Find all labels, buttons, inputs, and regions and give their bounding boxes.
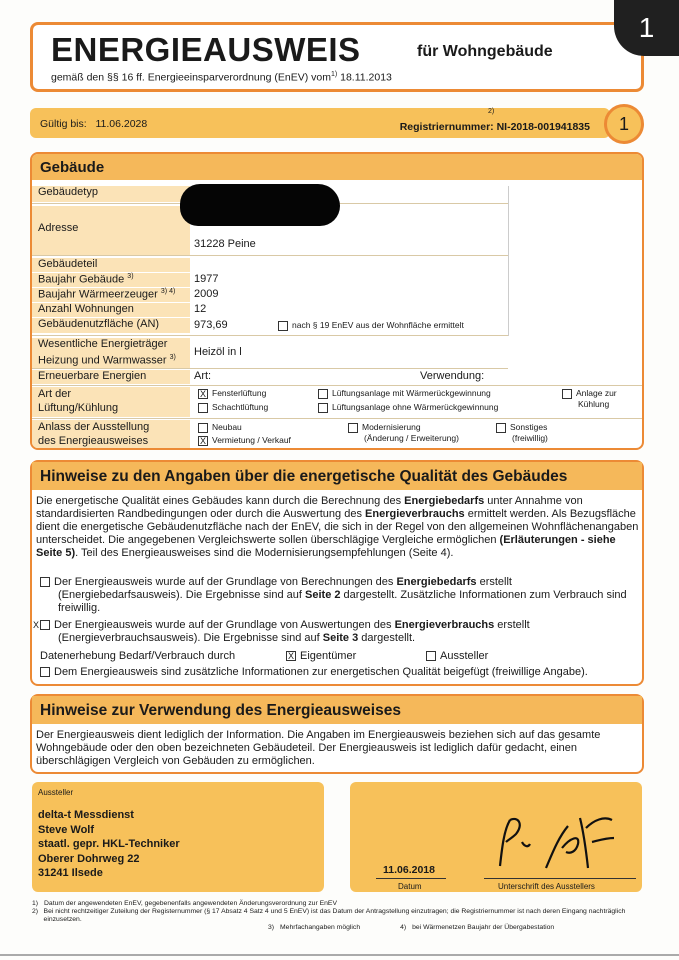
footnote-3: Mehrfachangaben möglich [280,924,361,931]
building-section [30,152,644,450]
collect-owner: X Eigentümer [287,650,357,662]
valid-until: Gültig bis: 11.06.2028 [40,118,148,130]
option-consumption-based: X Der Energieausweis wurde auf der Grundlage von Auswertungen des Energieverbrauchs erstellt (Energieverbrauchsausweis). Die Ergebnisse sind auf Seite 3 dargestellt. [32,619,530,644]
vent-with-recovery-checkbox[interactable] [318,389,328,399]
area-value: 973,69 [194,319,228,331]
address-city: 31228 Peine [194,238,256,250]
owner-checkbox[interactable]: X [287,651,294,662]
area-label: Gebäudenutzfläche (AN) [32,318,190,333]
vent-cooling-checkbox[interactable] [562,389,572,399]
building-type-label: Gebäudetyp [32,186,190,202]
building-section-title: Gebäude [32,154,642,180]
building-photo-area [508,186,644,336]
vent-cooling: Anlage zur Kühlung [562,388,617,409]
vent-shaft-checkbox[interactable] [198,403,208,413]
signature-line [484,878,636,879]
data-collection-row: Datenerhebung Bedarf/Verbrauch durch X Eigentümer Aussteller [40,650,489,662]
registration-footnote: 2) [488,108,495,115]
usage-notes-title: Hinweise zur Verwendung des Energieausweises [32,696,642,724]
divider [32,368,508,369]
consumption-checkbox[interactable]: X [40,620,50,630]
energy-carrier-label: Wesentliche Energieträger Heizung und Warmwasser $^{3)}$ [32,338,190,368]
redacted-address [180,184,340,226]
renewable-label: Erneuerbare Energien [32,370,190,384]
area-checkbox[interactable] [278,321,288,331]
reason-new-checkbox[interactable] [198,423,208,433]
usage-notes-text: Der Energieausweis dient lediglich der Information. Die Angaben im Energieausweis beziehen sich auf das gesamte Wohngebäude oder den oben bezeichneten Gebäudeteil. Der Energieausweis ist lediglich dafür gedacht, einen überschlägigen Vergleich von Gebäuden zu ermöglichen. [36,729,601,767]
quality-notes-intro: Die energetische Qualität eines Gebäudes kann durch die Berechnung des Energiebedarfs unter Annahme von standardisierten Randbedingungen oder durch die Auswertung des Energieverbrauchs ermittelt werden. Als Bezugsfläche dient die energetische Gebäudenutzfläche nach der EnEV, die sich in der Regel von den allgemeinen Wohnflächenangaben unterscheidet. Die angegebenen Vergleichswerte sollen überschlägige Vergleiche ermöglichen (Erläuterungen - siehe Seite 5). Teil des Energieausweises sind die Modernisierungsempfehlungen (Seite 4). [36,495,639,559]
quality-notes-title: Hinweise zu den Angaben über die energetische Qualität des Gebäudes [32,462,642,490]
heater-year-value: 2009 [194,288,219,300]
year-built-value: 1977 [194,273,219,285]
page-number-circle: 1 [604,104,644,144]
reason-new: Neubau [198,422,242,433]
footnotes: 1) Datum der angewendeten EnEV, gegebenenfalls angewendeten Änderungsverordnung zur EnEV 2) Bei nicht rechtzeitiger Zuteilung der Registernummer (§ 17 Absatz 4 Satz 4 und 5 EnEV) ist das Datum der Antragstellung einzutragen; die Registriernummer ist nach deren Eingang nachträglich einzusetzen. 3) Mehrfachangaben möglich 4) bei Wärmenetzen Baujahr der Übergabestation [32,900,642,932]
signature-box [350,782,642,892]
signature-label: Unterschrift des Ausstellers [498,882,595,891]
address-label: Adresse [32,206,190,256]
demand-checkbox[interactable] [40,577,50,587]
building-part-label: Gebäudeteil [32,258,190,272]
signature-scribble [488,808,628,878]
reason-rent-sale: X Vermietung / Verkauf [199,435,291,446]
signature-date: 11.06.2018 [383,864,435,876]
collect-issuer: Aussteller [426,650,488,663]
reason-modernization: Modernisierung (Änderung / Erweiterung) [348,422,459,443]
option-demand-based: Der Energieausweis wurde auf der Grundlage von Berechnungen des Energiebedarfs erstellt (Energiebedarfsausweis). Die Ergebnisse sind auf Seite 2 dargestellt. Zusätzliche Informationen zum Verbrauch sind freiwillig. [40,576,630,615]
page-bottom-edge [0,954,679,956]
issuer-address: delta-t Messdienst Steve Wolf staatl. gepr. HKL-Techniker Oberer Dohrweg 22 31241 Ilsede [38,809,180,879]
registration-number: Registriernummer: NI-2018-001941835 [399,121,590,133]
divider [32,418,642,419]
year-built-label: Baujahr Gebäude $^{3)}$ [32,273,190,287]
usage-notes-section [30,694,644,774]
footnote-1: Datum der angewendeten EnEV, gegebenenfalls angewendeten Änderungsverordnung zur EnEV [44,900,337,907]
reason-label: Anlass der Ausstellung des Energieausweises [32,420,190,450]
vent-without-recovery: Lüftungsanlage ohne Wärmerückgewinnung [318,402,498,413]
vent-without-recovery-checkbox[interactable] [318,403,328,413]
vent-window: X Fensterlüftung [199,388,267,399]
option-additional-info: Dem Energieausweis sind zusätzliche Informationen zur energetischen Qualität beigefügt (freiwillige Angabe). [40,666,644,679]
energy-carrier-value: Heizöl in l [194,346,242,358]
vent-with-recovery: Lüftungsanlage mit Wärmerückgewinnung [318,388,491,399]
date-line [376,878,446,879]
reason-modernization-checkbox[interactable] [348,423,358,433]
footnote-4: bei Wärmenetzen Baujahr der Übergabestation [412,924,555,931]
legal-basis: gemäß den §§ 16 ff. Energieeinsparverordnung (EnEV) vom$^{1)}$ 18.11.2013 [51,71,392,84]
quality-notes-section [30,460,644,686]
divider [32,255,508,256]
divider [32,335,508,336]
header-box [30,22,644,92]
vent-shaft: Schachtlüftung [198,402,268,413]
ventilation-label: Art der Lüftung/Kühlung [32,387,190,417]
divider [32,385,642,386]
issuer-checkbox[interactable] [426,651,436,661]
issuer-heading: Aussteller [38,788,74,797]
heater-year-label: Baujahr Wärmeerzeuger $^{3) 4)}$ [32,288,190,302]
page-badge: 1 [614,0,679,56]
reason-rent-sale-checkbox[interactable]: X [199,435,206,446]
footnote-2: Bei nicht rechtzeitiger Zuteilung der Registernummer (§ 17 Absatz 4 Satz 4 und 5 EnEV) ist das Datum der Antragstellung einzutragen; die Registriernummer ist nach deren Eingang nachträglich einzusetzen. [43,908,626,923]
reason-other-checkbox[interactable] [496,423,506,433]
document-title: ENERGIEAUSWEIS [51,31,361,68]
additional-info-checkbox[interactable] [40,667,50,677]
units-label: Anzahl Wohnungen [32,303,190,317]
units-value: 12 [194,303,207,315]
validity-bar [30,108,610,138]
renewable-type: Art: [194,370,212,382]
reason-other: Sonstiges (freiwillig) [496,422,548,443]
vent-window-checkbox[interactable]: X [199,388,206,399]
area-checkbox-row: nach § 19 EnEV aus der Wohnfläche ermittelt [278,320,464,331]
issuer-box [32,782,324,892]
renewable-use: Verwendung: [420,370,485,382]
document-subtitle: für Wohngebäude [417,43,553,60]
date-label: Datum [398,882,422,891]
